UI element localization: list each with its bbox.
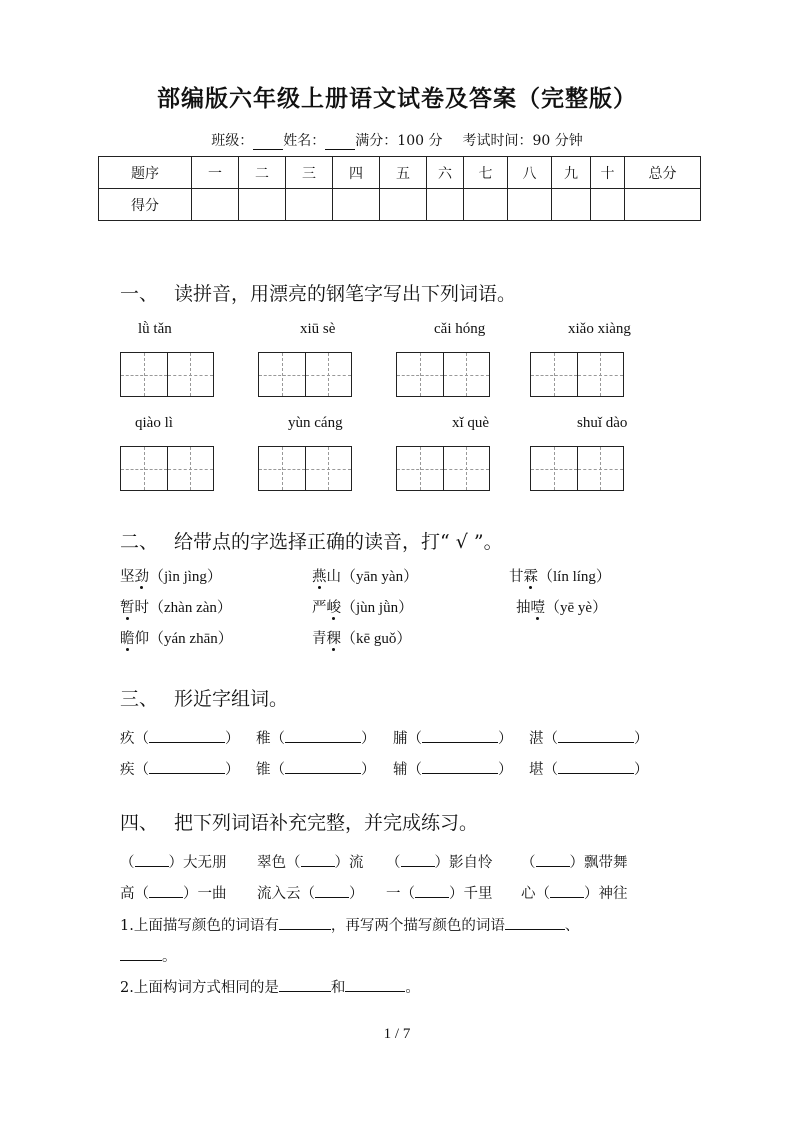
pinyin-label: yùn cáng (288, 415, 343, 431)
row-label: 得分 (99, 189, 192, 221)
word-item: 稚（ ） (256, 731, 376, 747)
section-title: 把下列词语补充完整，并完成练习。 (174, 812, 479, 834)
section-number: 一、 (120, 283, 159, 305)
answer-blank[interactable] (301, 853, 335, 867)
dotted-char: 劲 (134, 569, 149, 585)
question-2: 2.上面构词方式相同的是 和 。 (120, 980, 420, 996)
dotted-char: 暂 (120, 600, 135, 616)
pinyin-label: shuǐ dào (577, 415, 628, 431)
idiom-item: （ ）大无朋 (120, 855, 227, 871)
answer-blank[interactable] (536, 853, 570, 867)
answer-blank[interactable] (120, 947, 162, 961)
word-item: 疚（ ） (120, 731, 240, 747)
score-cell[interactable] (591, 189, 625, 221)
answer-blank[interactable] (558, 760, 634, 774)
word-item: 疾（ ） (120, 762, 240, 778)
section-2-heading (120, 527, 503, 554)
idiom-item: 流入云（ ） (257, 886, 364, 902)
writing-grid[interactable] (396, 352, 490, 397)
score-table-score-row (99, 189, 701, 221)
answer-blank[interactable] (550, 884, 584, 898)
answer-blank[interactable] (149, 729, 225, 743)
answer-blank[interactable] (285, 729, 361, 743)
answer-blank[interactable] (505, 916, 565, 930)
score-cell[interactable] (333, 189, 380, 221)
reading-options[interactable]: （lín líng） (538, 569, 611, 585)
idiom-item: 一（ ）千里 (386, 886, 493, 902)
pinyin-label: cǎi hóng (434, 321, 486, 337)
answer-blank[interactable] (149, 760, 225, 774)
reading-item: 甘霖（lín líng） (509, 569, 611, 585)
idiom-item: （ ）飘带舞 (521, 855, 628, 871)
answer-blank[interactable] (135, 853, 169, 867)
answer-blank[interactable] (345, 978, 405, 992)
dotted-char: 燕 (312, 569, 327, 585)
header-cell: 一 (192, 157, 239, 189)
page-number: 1 / 7 (383, 1026, 411, 1042)
section-4-heading (120, 808, 478, 835)
reading-item: 燕山（yān yàn） (312, 569, 419, 585)
answer-blank[interactable] (279, 978, 331, 992)
answer-blank[interactable] (285, 760, 361, 774)
idiom-item: 高（ ）一曲 (120, 886, 227, 902)
exam-time: 考试时间：90 分钟 (462, 133, 583, 149)
reading-options[interactable]: （yē yè） (545, 600, 608, 616)
pinyin-label: xiǎo xiàng (568, 321, 631, 337)
answer-blank[interactable] (401, 853, 435, 867)
dotted-char: 瞻 (120, 631, 135, 647)
writing-grid[interactable] (120, 352, 214, 397)
exam-info (0, 130, 794, 150)
dotted-char: 峻 (326, 600, 341, 616)
word-item: 脯（ ） (393, 731, 513, 747)
score-cell[interactable] (239, 189, 286, 221)
reading-item: 瞻仰（yán zhān） (120, 631, 233, 647)
score-cell[interactable] (552, 189, 591, 221)
idiom-item: （ ）影自怜 (386, 855, 493, 871)
reading-item: 暂时（zhàn zàn） (120, 600, 232, 616)
score-cell[interactable] (380, 189, 427, 221)
reading-item: 严峻（jùn jǜn） (312, 600, 414, 616)
section-number: 三、 (120, 688, 159, 710)
header-cell: 九 (552, 157, 591, 189)
score-table (98, 156, 701, 221)
section-number: 二、 (120, 531, 159, 553)
word-item: 锥（ ） (256, 762, 376, 778)
header-cell: 四 (333, 157, 380, 189)
header-cell: 十 (591, 157, 625, 189)
page-title: 部编版六年级上册语文试卷及答案（完整版） (157, 85, 637, 112)
header-cell: 二 (239, 157, 286, 189)
idiom-item: 心（ ）神往 (521, 886, 628, 902)
pinyin-label: lǜ tǎn (138, 321, 172, 337)
header-cell: 八 (508, 157, 552, 189)
answer-blank[interactable] (149, 884, 183, 898)
section-3-heading (120, 684, 288, 711)
question-1-continued: 。 (120, 945, 177, 966)
header-cell: 六 (427, 157, 464, 189)
answer-blank[interactable] (422, 760, 498, 774)
header-cell: 七 (464, 157, 508, 189)
reading-item: 坚劲（jìn jìng） (120, 569, 222, 585)
reading-item: 青稞（kē guǒ） (312, 631, 412, 647)
pinyin-label: qiào lì (135, 415, 173, 431)
question-1: 1.上面描写颜色的词语有 ，再写两个描写颜色的词语 、 (120, 918, 580, 934)
reading-options[interactable]: （yán zhān） (149, 631, 233, 647)
reading-item: 抽噎（yē yè） (516, 600, 608, 616)
score-cell[interactable] (192, 189, 239, 221)
reading-options[interactable]: （kē guǒ） (341, 631, 412, 647)
writing-grid[interactable] (530, 352, 624, 397)
dotted-char: 稞 (326, 631, 341, 647)
reading-options[interactable]: （yān yàn） (341, 569, 419, 585)
score-cell[interactable] (508, 189, 552, 221)
header-cell: 三 (286, 157, 333, 189)
writing-grid[interactable] (258, 352, 352, 397)
dotted-char: 霖 (523, 569, 538, 585)
section-title: 读拼音，用漂亮的钢笔字写出下列词语。 (174, 283, 517, 305)
answer-blank[interactable] (415, 884, 449, 898)
name-blank[interactable] (325, 135, 355, 150)
writing-grid[interactable] (530, 446, 624, 491)
answer-blank[interactable] (558, 729, 634, 743)
word-item: 堪（ ） (529, 762, 649, 778)
reading-options[interactable]: （zhàn zàn） (149, 600, 232, 616)
full-score: 满分：100 分 (355, 133, 443, 149)
section-title: 形近字组词。 (174, 688, 289, 710)
word-item: 湛（ ） (529, 731, 649, 747)
pinyin-label: xiū sè (300, 321, 336, 337)
score-cell[interactable] (625, 189, 701, 221)
idiom-item: 翠色（ ）流 (257, 855, 364, 871)
dotted-char: 噎 (530, 600, 545, 616)
reading-options[interactable]: （jùn jǜn） (341, 600, 414, 616)
writing-grid[interactable] (396, 446, 490, 491)
writing-grid[interactable] (258, 446, 352, 491)
reading-options[interactable]: （jìn jìng） (149, 569, 222, 585)
pinyin-label: xǐ què (452, 415, 490, 431)
score-cell[interactable] (464, 189, 508, 221)
header-cell: 五 (380, 157, 427, 189)
name-label: 姓名： (283, 133, 326, 149)
score-cell[interactable] (427, 189, 464, 221)
score-table-header-row (99, 157, 701, 189)
class-blank[interactable] (253, 135, 283, 150)
header-cell: 题序 (99, 157, 192, 189)
section-1-heading (120, 279, 516, 306)
section-number: 四、 (120, 812, 159, 834)
score-cell[interactable] (286, 189, 333, 221)
writing-grid[interactable] (120, 446, 214, 491)
header-cell: 总分 (625, 157, 701, 189)
section-title: 给带点的字选择正确的读音，打“ √ ”。 (174, 531, 503, 553)
class-label: 班级： (211, 133, 254, 149)
answer-blank[interactable] (279, 916, 331, 930)
answer-blank[interactable] (422, 729, 498, 743)
answer-blank[interactable] (315, 884, 349, 898)
word-item: 辅（ ） (393, 762, 513, 778)
